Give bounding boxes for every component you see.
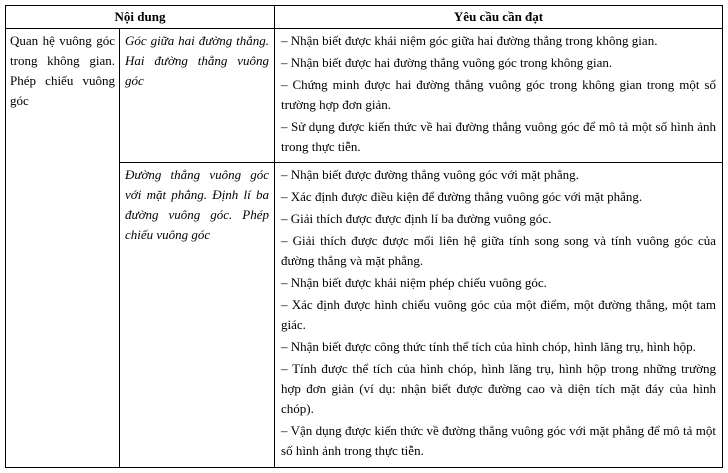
curriculum-table: [5, 5, 723, 468]
requirement-item: – Nhận biết được đường thẳng vuông góc với mặt phẳng.: [281, 166, 579, 182]
table-header-row: [6, 6, 723, 29]
requirement-item: – Nhận biết được khái niệm phép chiếu vuông góc.: [281, 274, 547, 290]
requirement-item: – Sử dụng được kiến thức về hai đường thẳng vuông góc để mô tả một số hình ảnh trong thực tiễn.: [281, 119, 716, 154]
header-content: Nội dung: [6, 6, 275, 29]
requirement-item: – Nhận biết được công thức tính thể tích của hình chóp, hình lăng trụ, hình hộp.: [281, 338, 696, 354]
subtopic-cell: Đường thẳng vuông góc với mặt phẳng. Định lí ba đường vuông góc. Phép chiếu vuông góc: [120, 162, 275, 467]
requirement-item: – Nhận biết được hai đường thẳng vuông góc trong không gian.: [281, 55, 613, 70]
topic-cell: Quan hệ vuông góc trong không gian. Phép chiếu vuông góc: [6, 29, 120, 468]
requirement-item: – Chứng minh được hai đường thẳng vuông góc trong không gian trong một số trường hợp đơn giản.: [281, 77, 716, 112]
requirement-item: – Nhận biết được khái niệm góc giữa hai đường thẳng trong không gian.: [281, 33, 658, 48]
header-requirements: Yêu cầu cần đạt: [275, 6, 723, 29]
requirement-item: – Giải thích được được định lí ba đường vuông góc.: [281, 210, 552, 226]
requirement-item: – Xác định được điều kiện để đường thẳng vuông góc với mặt phẳng.: [281, 188, 643, 204]
requirement-item: – Vận dụng được kiến thức về đường thẳng vuông góc với mặt phẳng để mô tả một số hình ảnh trong thực tiễn.: [281, 422, 716, 458]
requirements-cell: [275, 29, 723, 163]
curriculum-table-container: [5, 5, 723, 468]
requirement-item: – Xác định được hình chiếu vuông góc của một điểm, một đường thẳng, một tam giác.: [281, 296, 716, 332]
subtopic-cell: Góc giữa hai đường thẳng. Hai đường thẳng vuông góc: [120, 29, 275, 163]
table-row: [6, 29, 723, 163]
requirement-item: – Tính được thể tích của hình chóp, hình lăng trụ, hình hộp trong những trường hợp đơn giản (ví dụ: nhận biết được đường cao và diện tích mặt đáy của hình chóp).: [281, 360, 716, 416]
requirement-item: – Giải thích được được mối liên hệ giữa tính song song và tính vuông góc của đường thẳng và mặt phẳng.: [281, 232, 716, 268]
requirements-cell: [275, 162, 723, 467]
